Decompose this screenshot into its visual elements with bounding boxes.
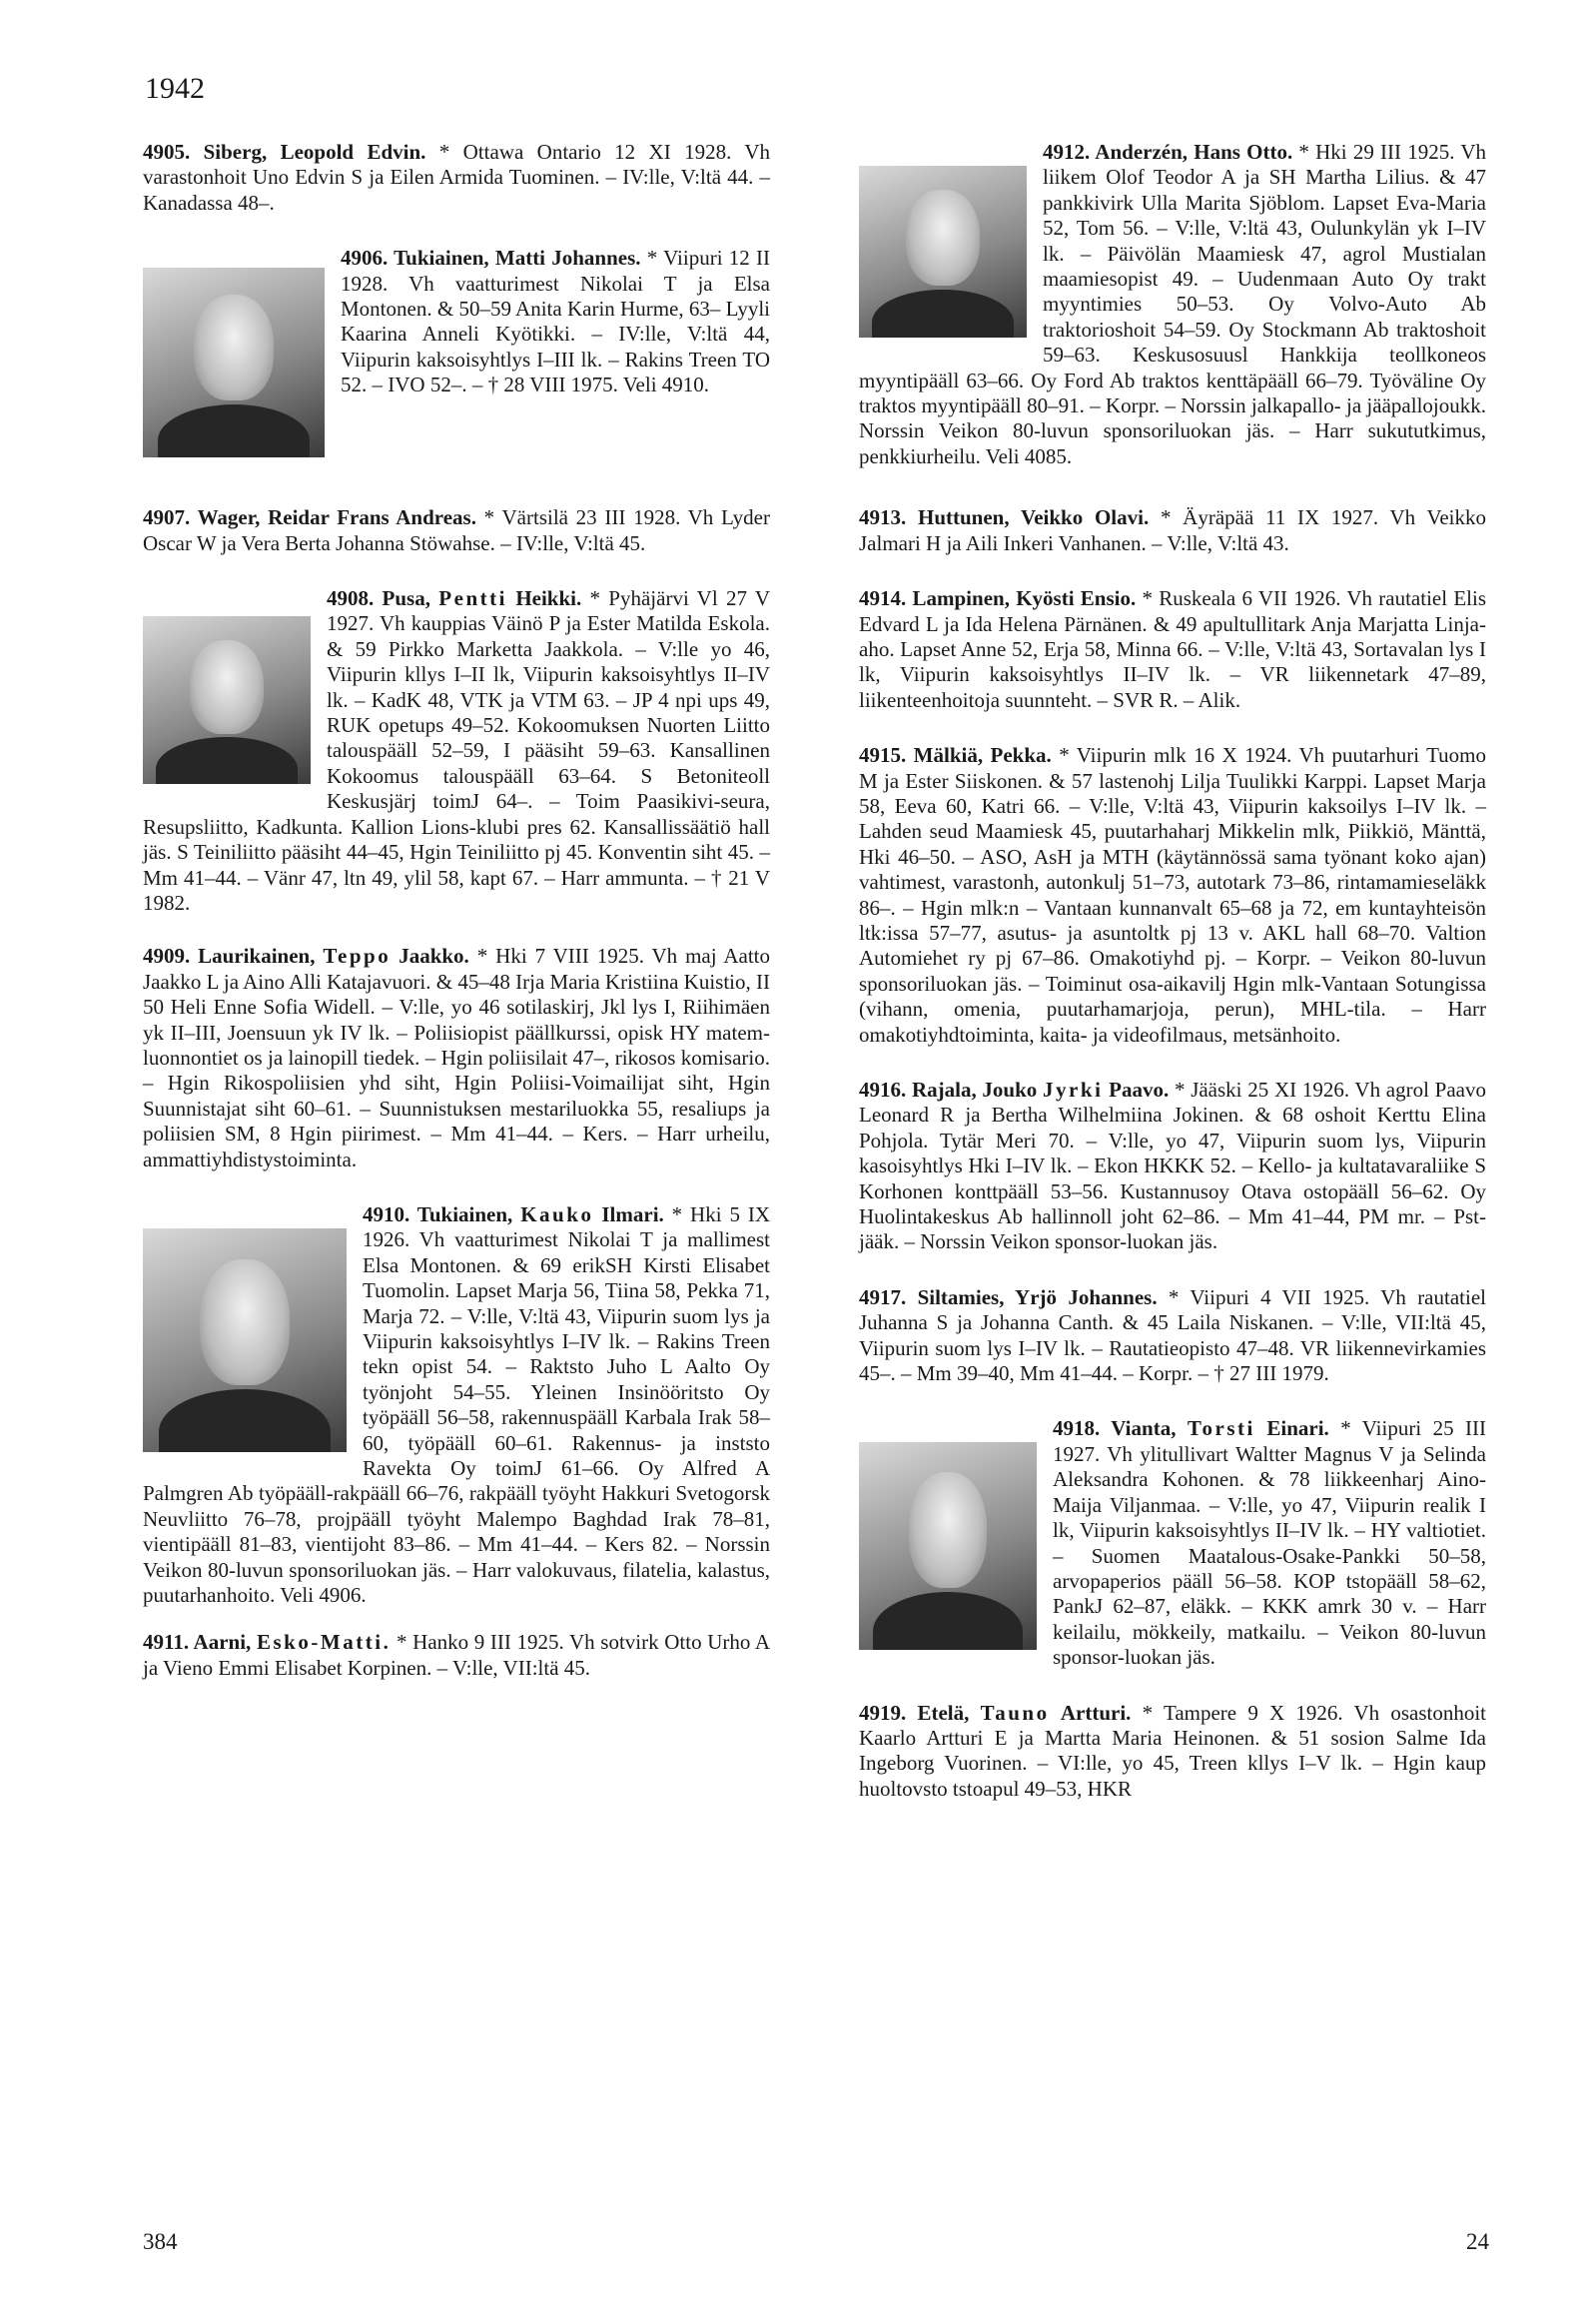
entry-heading: 4917. Siltamies, Yrjö Johannes. — [859, 1284, 1158, 1309]
entry-text: * Hki 5 IX 1926. Vh vaatturimest Nikolai T ja mallimest Elsa Montonen. & 69 erikSH Kirsti Elisabet Tuomolin. Lapset Marja 56, Tiina 58, Pekka 71, Marja 72. – V:lle, V:ltä 43, Viipurin suom lys ja Viipurin kaksoisyhtlys I–IV lk. – Rakins Treen tekn opist 54. – Raktsto Juho L Aalto Oy työnjoht 54–55. Yleinen Insinööritsto Oy työpääll 56–58, rakennuspääll Karbala Irak 58–60, työpääll 60–61. Rakennus- ja inststo Ravekta Oy toimJ 61–66. Oy Alfred A Palmgren Ab työpääll-rakpääll 66–76, rakpääll työyht Hakkuri Svetogorsk Neuvliitto 76–78, projpääll työyht Malempo Baghdad Irak 78–81, vientipääll 81–83, vientijoht 83–86. – Mm 41–44. – Kers 82. – Norssin Veikon 80-luvun sponsoriluokan jäs. – Harr valokuvaus, filatelia, kalastus, puutarhanhoito. Veli 4906. — [143, 1201, 770, 1608]
entry-text: * Viipurin mlk 16 X 1924. Vh puutarhuri Tuomo M ja Ester Siiskonen. & 57 lastenohj Lilja Tuulikki Karppi. Lapset Marja 58, Eeva 60, Katri 66. – V:lle, V:ltä 43, Viipurin kaksoilys I–IV lk. – Lahden seud Maamiesk 45, puutarhaharj Mikkelin mlk, Piikkiö, Mänttä, Hki 46–50. – ASO, AsH ja MTH (käytännössä sama työnant koko ajan) vahtimest, varastonh, autonkulj 51–73, autotark 73–86, rintamamieseläkk 86–. – Hgin mlk:n – Vantaan kunnanvalt 65–68 ja 72, em kuntayhteisön ltk:issa 57–77, asutus- ja asuntoltk pj 13 v. AKL hall 68–70. Valtion Automiehet ry pj 67–86. Omakotiyhd pj. – Korpr. – Veikon 80-luvun sponsoriluokan jäs. – Toiminut osa-aikavilj Hgin mlk-Vantaan Sotungissa (vihann, omenia, puutarhamarjoja, perun), MHL-tila. – Harr omakotiyhdtoiminta, kaita- ja videofilmaus, metsänhoito. — [859, 743, 1486, 1047]
entry-heading-firstname: Teppo — [323, 944, 392, 969]
entry-4907 — [143, 505, 770, 556]
entry-text: * Jääski 25 XI 1926. Vh agrol Paavo Leonard R ja Bertha Wilhelmiina Jokinen. & 68 oshoit Kerttu Elina Pohjola. Tytär Meri 70. – V:lle, yo 47, Viipurin suom lys, Viipurin kasoisyhtlys Hki I–IV lk. – Ekon HKKK 52. – Kello- ja kultatavaraliike S Korhonen konttpääll 53–56. Kustannusoy Otava ostopääll 56–62. Oy Huolintakeskus Ab hallinnoll joht 62–86. – Mm 41–44, PM mr. – Pst-jääk. – Norssin Veikon sponsor-luokan jäs. — [859, 1078, 1486, 1254]
entry-text: * Viipuri 12 II 1928. Vh vaatturimest Nikolai T ja Elsa Montonen. & 50–59 Anita Karin Hurme, 63– Lyyli Kaarina Anneli Kyötikki. – IV:lle, V:ltä 44, Viipurin kaksoisyhtlys I–III lk. – Rakins Treen TO 52. – IVO 52–. – † 28 VIII 1975. Veli 4910. — [341, 246, 770, 397]
entry-heading-firstname: Jyrki — [1043, 1078, 1104, 1102]
entry-heading: 4918. Vianta, — [1053, 1416, 1177, 1441]
entry-4916 — [859, 1078, 1486, 1255]
entry-text: * Hki 7 VIII 1925. Vh maj Aatto Jaakko L ja Aino Alli Katajavuori. & 45–48 Irja Maria Kristiina Kuistio, II 50 Heli Enne Sofia Widell. – V:lle, yo 46 sotilaskirj, Jkl lys I, Riihimäen yk II–III, Joensuun yk IV lk. – Poliisiopist päällkurssi, opisk HY matem-luonnontiet os ja lainopill tiedek. – Hgin poliisilait 47–, rikosos komisario. – Hgin Rikospoliisien yhd siht, Hgin Poliisi-Voimailijat siht, Hgin Suunnistajat siht 60–61. – Suunnistuksen mestariluokka 55, resaliups ja poliisien SM, 8 Hgin piirimest. – Mm 41–44. – Kers. – Harr urheilu, ammattiyhdistystoiminta. — [143, 944, 771, 1171]
signature-mark: 24 — [1466, 2229, 1489, 2254]
left-column — [143, 140, 770, 1681]
entry-heading-firstname: Torsti — [1187, 1416, 1255, 1441]
entry-4917 — [859, 1285, 1486, 1387]
entry-text: * Viipuri 25 III 1927. Vh ylitullivart Waltter Magnus V ja Selinda Aleksandra Kohonen. & 78 liikkeenharj Aino-Maija Viljanmaa. – V:lle, yo 47, Viipurin realik I lk, Viipurin kaksoisyhtlys II–IV lk. – HY valtiotiet. – Suomen Maatalous-Osake-Pankki 50–58, arvopaperios pääll 56–58. KOP tstopääll 58–62, PankJ 62–87, eläkk. – KKK amrk 30 v. – Harr keilailu, mökkeily, matkailu. – Veikon 80-luvun sponsor-luokan jäs. — [1053, 1416, 1487, 1670]
entry-4913 — [859, 505, 1486, 556]
entry-text: * Hanko 9 III 1925. Vh sotvirk Otto Urho A ja Vieno Emmi Elisabet Korpinen. – V:lle, VII:ltä 45. — [143, 1630, 770, 1680]
entry-text: * Ottawa Ontario 12 XI 1928. Vh varastonhoit Uno Edvin S ja Eilen Armida Tuominen. – IV:lle, V:ltä 44. – Kanadassa 48–. — [143, 140, 770, 215]
entry-heading-middlename: Heikki. — [515, 586, 582, 611]
entry-heading: 4910. Tukiainen, — [363, 1201, 513, 1226]
portrait-photo — [859, 166, 1027, 338]
entry-heading-firstname: Kauko — [520, 1201, 594, 1226]
entry-heading-firstname: Pentti — [438, 586, 508, 611]
entry-heading: 4919. Etelä, — [859, 1700, 970, 1725]
entry-4919 — [859, 1701, 1486, 1803]
entry-4915 — [859, 743, 1486, 1048]
entry-text: * Värtsilä 23 III 1928. Vh Lyder Oscar W ja Vera Berta Johanna Stöwahse. – IV:lle, V:ltä 45. — [143, 505, 770, 555]
entry-heading: 4916. Rajala, Jouko — [859, 1078, 1038, 1102]
entry-heading: 4905. Siberg, Leopold Edvin. — [143, 140, 426, 164]
entry-4914 — [859, 586, 1486, 713]
entry-heading: 4915. Mälkiä, Pekka. — [859, 743, 1052, 768]
entry-text: * Viipuri 4 VII 1925. Vh rautatiel Juhanna S ja Johanna Canth. & 45 Laila Niskanen. – V:lle, VII:ltä 45, Viipurin suom lys I–IV lk. – Rautatieopisto 47–48. VR liikennevirkamies 45–. – Mm 39–40, Mm 41–44. – Korpr. – † 27 III 1979. — [859, 1284, 1486, 1386]
portrait-photo — [859, 1442, 1037, 1650]
entry-heading: 4907. Wager, Reidar Frans Andreas. — [143, 505, 476, 530]
entry-4905 — [143, 140, 770, 216]
entry-heading-firstname: Tauno — [980, 1700, 1050, 1725]
entry-4909 — [143, 944, 770, 1172]
entry-heading: 4913. Huttunen, Veikko Olavi. — [859, 505, 1150, 530]
entry-text: * Äyräpää 11 IX 1927. Vh Veikko Jalmari H ja Aili Inkeri Vanhanen. – V:lle, V:ltä 43. — [859, 505, 1487, 555]
entry-heading: 4911. Aarni, — [143, 1630, 252, 1655]
page-header-year: 1942 — [145, 72, 205, 105]
entry-heading-firstname: Esko-Matti. — [256, 1630, 392, 1655]
entry-4911 — [143, 1630, 770, 1681]
portrait-photo — [143, 1228, 347, 1452]
right-column — [859, 140, 1486, 1802]
entry-heading: 4906. Tukiainen, Matti Johannes. — [341, 246, 641, 271]
entry-text: * Ruskeala 6 VII 1926. Vh rautatiel Elis Edvard L ja Ida Helena Pärnänen. & 49 apultullitark Anja Marjatta Linja-aho. Lapset Anne 52, Erja 58, Minna 66. – V:lle, V:ltä 43, Sortavalan lys I lk, Viipurin kaksoisyhtlys II–IV lk. – VR liikennetark 47–89, liikenteenhoitoja suunnteht. – SVR R. – Alik. — [859, 586, 1486, 712]
entry-heading-middlename: Paavo. — [1109, 1078, 1170, 1102]
entry-4912 — [859, 140, 1486, 469]
entry-text: * Tampere 9 X 1926. Vh osastonhoit Kaarlo Artturi E ja Martta Maria Heinonen. & 51 sosion Salme Ida Ingeborg Vuorinen. – VI:lle, yo 45, Treen kllys I–V lk. – Hgin kaup huoltovsto tstoapul 49–53, HKR — [859, 1700, 1487, 1801]
entry-text: * Pyhäjärvi Vl 27 V 1927. Vh kauppias Väinö P ja Ester Matilda Eskola. & 59 Pirkko Marketta Jaakkola. – V:lle yo 46, Viipurin kllys I–II lk, Viipurin kaksoisyhtlys II–IV lk. – KadK 48, VTK ja VTM 63. – JP 4 npi ups 49, RUK opetups 49–52. Kokoomuksen Nuorten Liitto talouspääll 52–59, I pääsiht 59–63. Kansallinen Kokoomus talouspääll 63–64. S Betoniteoll Keskusjärj toimJ 64–. – Toim Paasikivi-seura, Resupsliitto, Kadkunta. Kallion Lions-klubi pres 62. Kansallissäätiö hall jäs. S Teiniliitto pääsiht 44–45, Hgin Teiniliitto pj 45. Konventin siht 45. – Mm 41–44. – Vänr 47, ltn 49, ylil 58, kapt 67. – Harr ammunta. – † 21 V 1982. — [143, 586, 771, 915]
entry-heading-middlename: Ilmari. — [601, 1201, 664, 1226]
entry-heading-middlename: Jaakko. — [399, 944, 469, 969]
entry-4918 — [859, 1416, 1486, 1670]
entry-4908 — [143, 586, 770, 916]
entry-heading: 4914. Lampinen, Kyösti Ensio. — [859, 586, 1137, 611]
entry-heading: 4912. Anderzén, Hans Otto. — [1043, 140, 1293, 164]
entry-heading-middlename: Einari. — [1266, 1416, 1329, 1441]
entry-heading: 4909. Laurikainen, — [143, 944, 316, 969]
portrait-photo — [143, 616, 311, 784]
entry-heading: 4908. Pusa, — [327, 586, 430, 611]
page-number: 384 — [143, 2229, 178, 2254]
entry-heading-middlename: Artturi. — [1060, 1700, 1132, 1725]
entry-4910 — [143, 1202, 770, 1609]
portrait-photo — [143, 268, 325, 457]
entry-text: * Hki 29 III 1925. Vh liikem Olof Teodor A ja SH Martha Lilius. & 47 pankkivirk Ulla Marita Sjöblom. Lapset Eva-Maria 52, Tom 56. – V:lle, V:ltä 43, Oulunkylän yk I–IV lk. – Päivölän Maamiesk 47, agrol Mustialan maamiesopist 49. – Uudenmaan Auto Oy trakt myyntimies 50–53. Oy Volvo-Auto Ab traktorioshoit 54–59. Oy Stockmann Ab traktoshoit 59–63. Keskusosuusl Hankkija teollkoneos myyntipääll 63–66. Oy Ford Ab traktos kenttäpääll 66–79. Työväline Oy traktos myyntipääll 80–91. – Korpr. – Norssin jalkapallo- ja jääpallojoukk. Norssin Veikon 80-luvun sponsoriluokan jäs. – Harr sukututkimus, penkkiurheilu. Veli 4085. — [859, 140, 1486, 468]
entry-4906 — [143, 246, 770, 397]
